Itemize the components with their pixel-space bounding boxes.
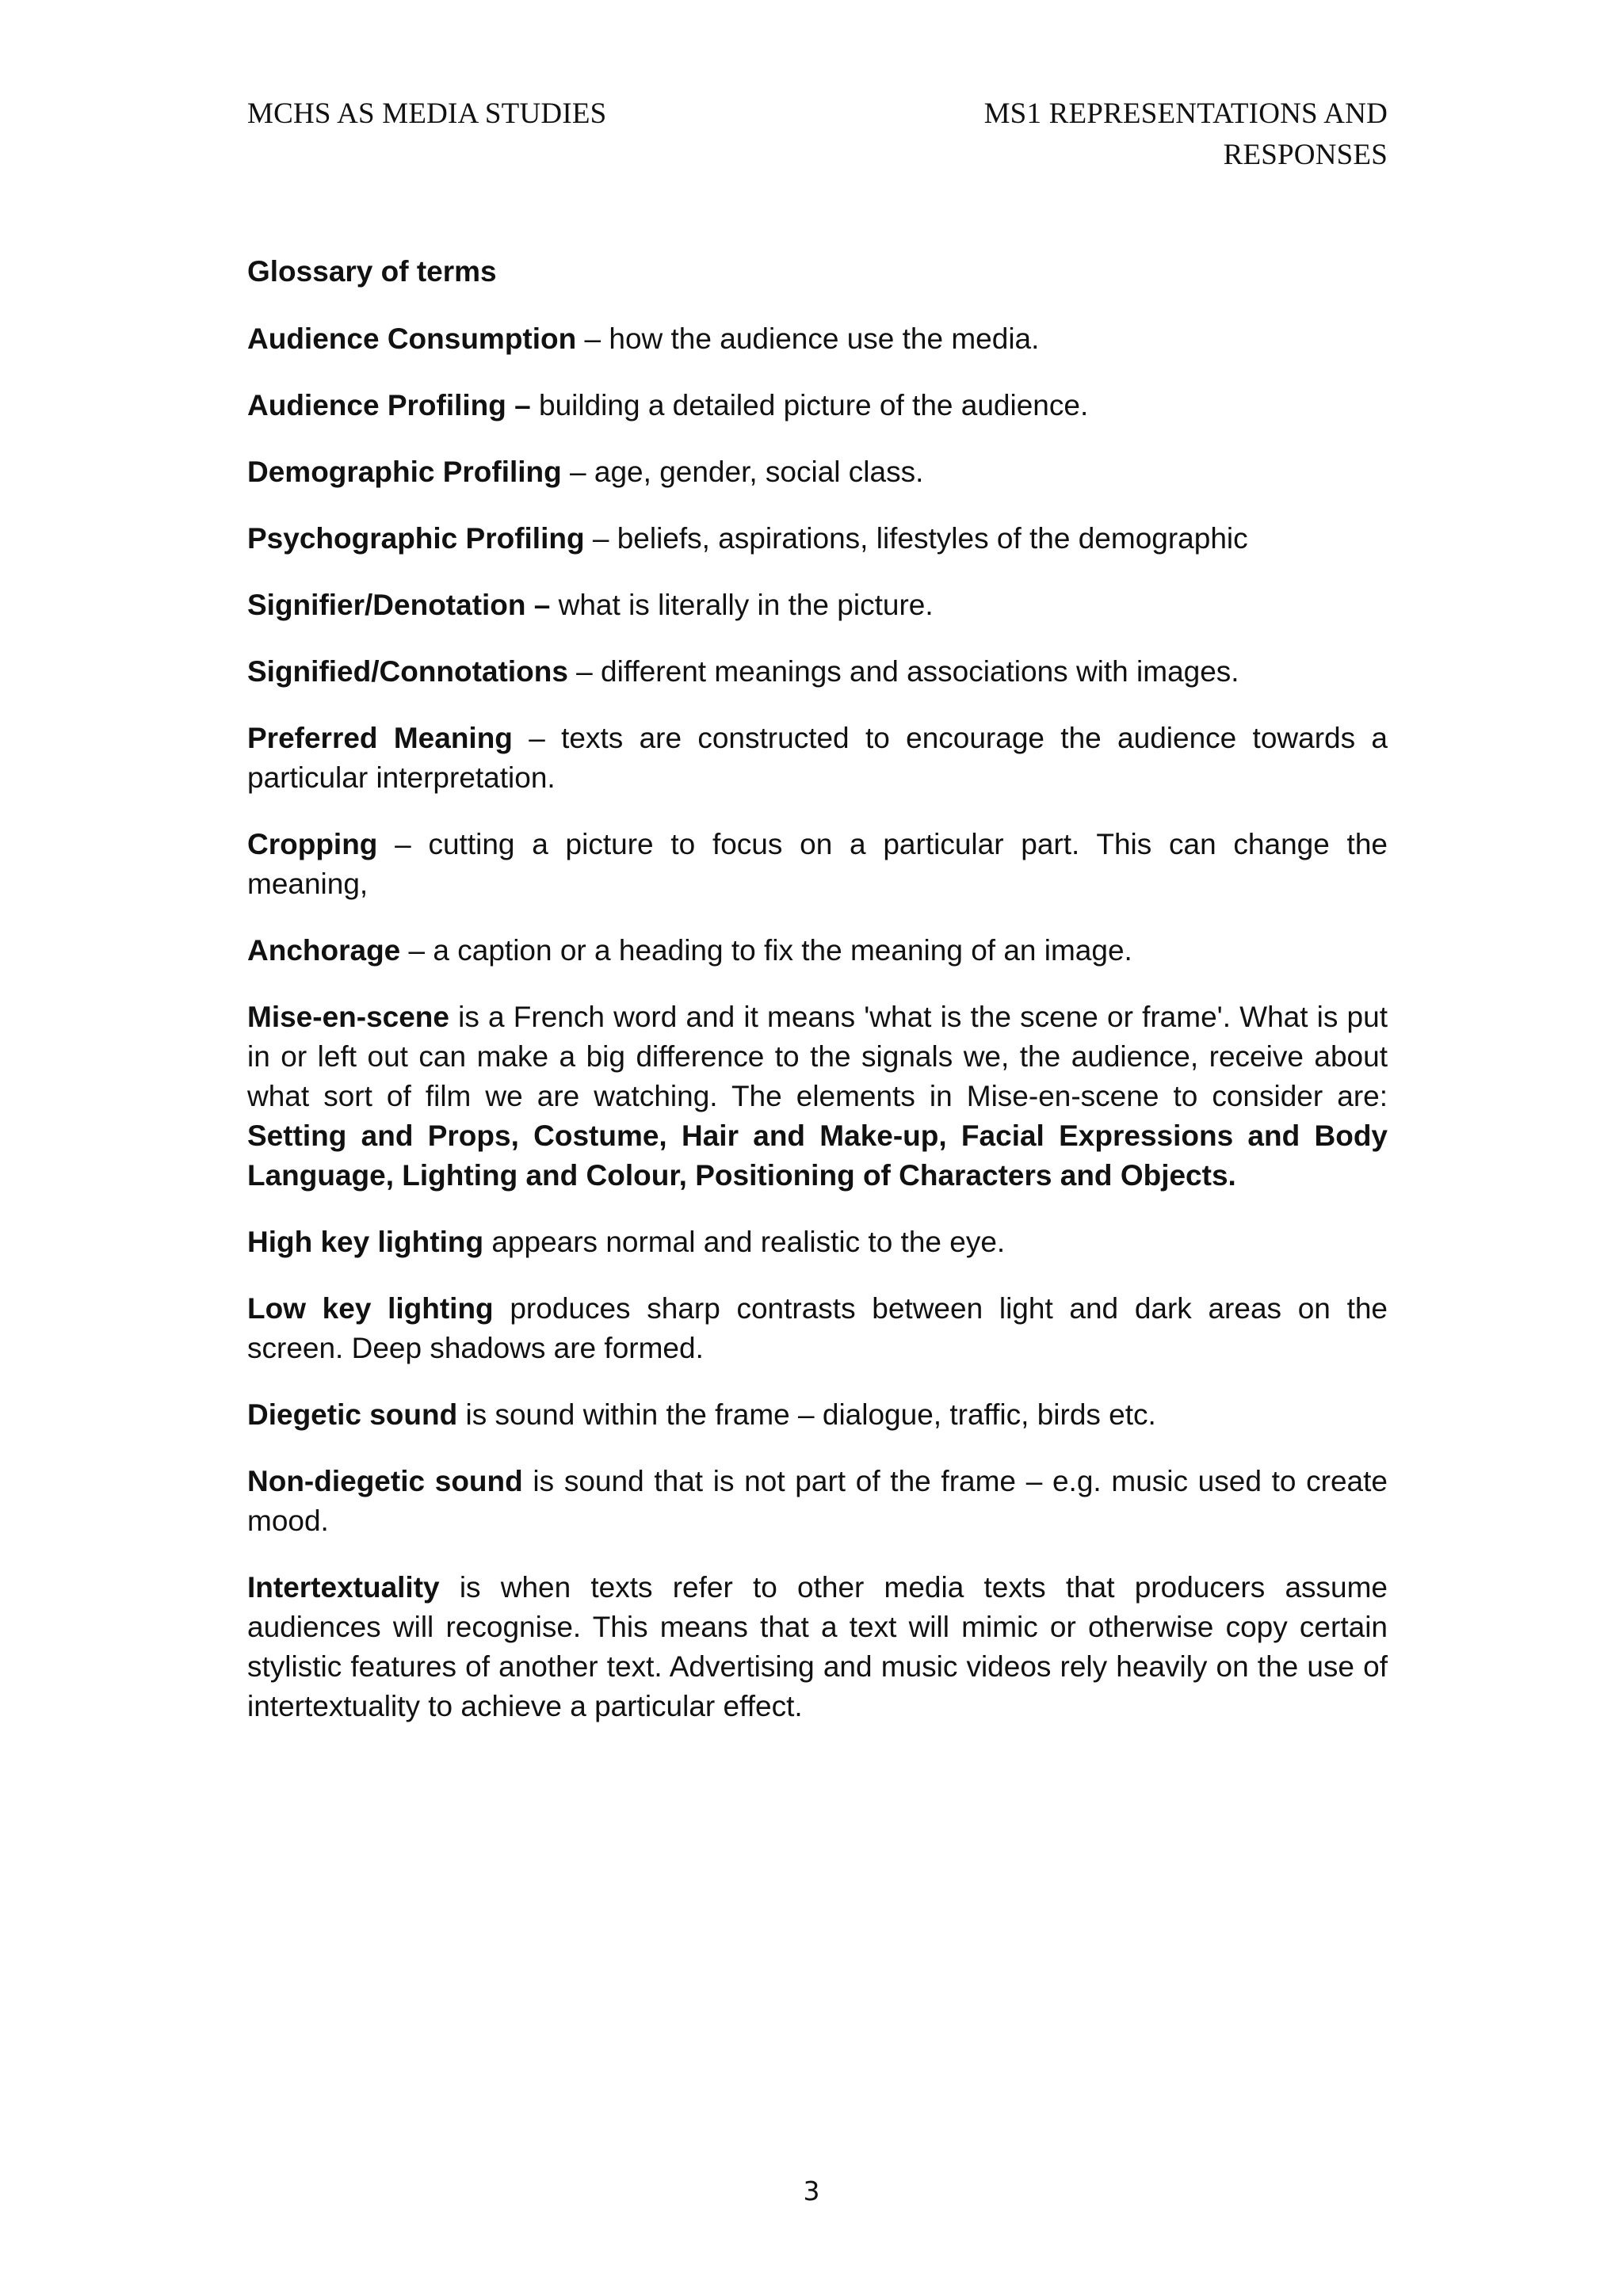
glossary-term: Intertextuality — [247, 1571, 440, 1604]
glossary-term: Signified/Connotations — [247, 655, 568, 688]
glossary-definition: appears normal and realistic to the eye. — [483, 1226, 1006, 1258]
glossary-term: Psychographic Profiling — [247, 522, 585, 555]
glossary-definition: what is literally in the picture. — [550, 589, 934, 621]
glossary-definition: building a detailed picture of the audience. — [530, 389, 1089, 421]
glossary-term: Mise-en-scene — [247, 1001, 449, 1033]
glossary-definition: – a caption or a heading to fix the meaning of an image. — [400, 934, 1132, 967]
glossary-entry-anchorage — [247, 931, 1388, 971]
glossary-entry-non-diegetic-sound — [247, 1462, 1388, 1541]
glossary-entry-high-key-lighting — [247, 1222, 1388, 1262]
glossary-definition: produces sharp contrasts between light and dark areas on the screen. Deep shadows are formed. — [247, 1292, 1388, 1364]
glossary-term: Audience Profiling – — [247, 389, 531, 421]
page-number: 3 — [803, 2176, 820, 2206]
glossary-term: Audience Consumption — [247, 322, 577, 355]
glossary-entry-psychographic-profiling — [247, 519, 1388, 559]
glossary-definition: is sound that is not part of the frame – e.g. music used to create mood. — [247, 1465, 1388, 1537]
glossary-entry-demographic-profiling — [247, 452, 1388, 492]
glossary-entry-diegetic-sound — [247, 1395, 1388, 1435]
glossary-term: Non-diegetic sound — [247, 1465, 523, 1497]
glossary-entry-preferred-meaning — [247, 719, 1388, 798]
glossary-entry-signified-connotations — [247, 652, 1388, 692]
glossary-definition: – beliefs, aspirations, lifestyles of the demographic — [584, 522, 1248, 555]
glossary-term: Demographic Profiling — [247, 456, 562, 488]
glossary-term: Cropping — [247, 828, 378, 860]
glossary-entry-signifier-denotation — [247, 585, 1388, 625]
glossary-entry-low-key-lighting — [247, 1289, 1388, 1368]
glossary-entry-audience-profiling — [247, 386, 1388, 425]
header-course-title: MCHS AS MEDIA STUDIES — [247, 97, 607, 130]
glossary-heading: Glossary of terms — [247, 255, 497, 288]
glossary-section — [247, 252, 1388, 1753]
glossary-term: Diegetic sound — [247, 1398, 458, 1431]
glossary-definition: – texts are constructed to encourage the audience towards a particular interpretation. — [247, 722, 1388, 794]
glossary-term: Anchorage — [247, 934, 401, 967]
glossary-definition: is sound within the frame – dialogue, traffic, birds etc. — [457, 1398, 1156, 1431]
glossary-definition: – age, gender, social class. — [561, 456, 924, 488]
glossary-definition: is a French word and it means 'what is the scene or frame'. What is put in or left out can make a big difference to the signals we, the audience, receive about what sort of film we are watching. The elements in Mise-en-scene to consider are: — [247, 1001, 1388, 1112]
glossary-emphasis: Setting and Props, Costume, Hair and Make-up, Facial Expressions and Body Language, Lighting and Colour, Positioning of Characters and Objects. — [247, 1119, 1388, 1192]
glossary-term: Preferred Meaning — [247, 722, 513, 754]
glossary-entry-intertextuality — [247, 1568, 1388, 1726]
glossary-entry-audience-consumption — [247, 319, 1388, 359]
glossary-term: Low key lighting — [247, 1292, 494, 1325]
glossary-term: Signifier/Denotation – — [247, 589, 551, 621]
header-unit-title: MS1 REPRESENTATIONS AND RESPONSES — [983, 97, 1388, 171]
glossary-definition: is when texts refer to other media texts that producers assume audiences will recognise. This means that a text will mimic or otherwise copy certain stylistic features of another text. Advertising and music videos rely heavily on the use of intertextuality to achieve a particular effect. — [247, 1571, 1388, 1722]
glossary-definition: – how the audience use the media. — [576, 322, 1040, 355]
glossary-definition: – cutting a picture to focus on a particular part. This can change the meaning, — [247, 828, 1388, 900]
glossary-entry-mise-en-scene — [247, 997, 1388, 1196]
glossary-entry-cropping — [247, 825, 1388, 904]
glossary-term: High key lighting — [247, 1226, 484, 1258]
glossary-definition: – different meanings and associations with images. — [567, 655, 1239, 688]
